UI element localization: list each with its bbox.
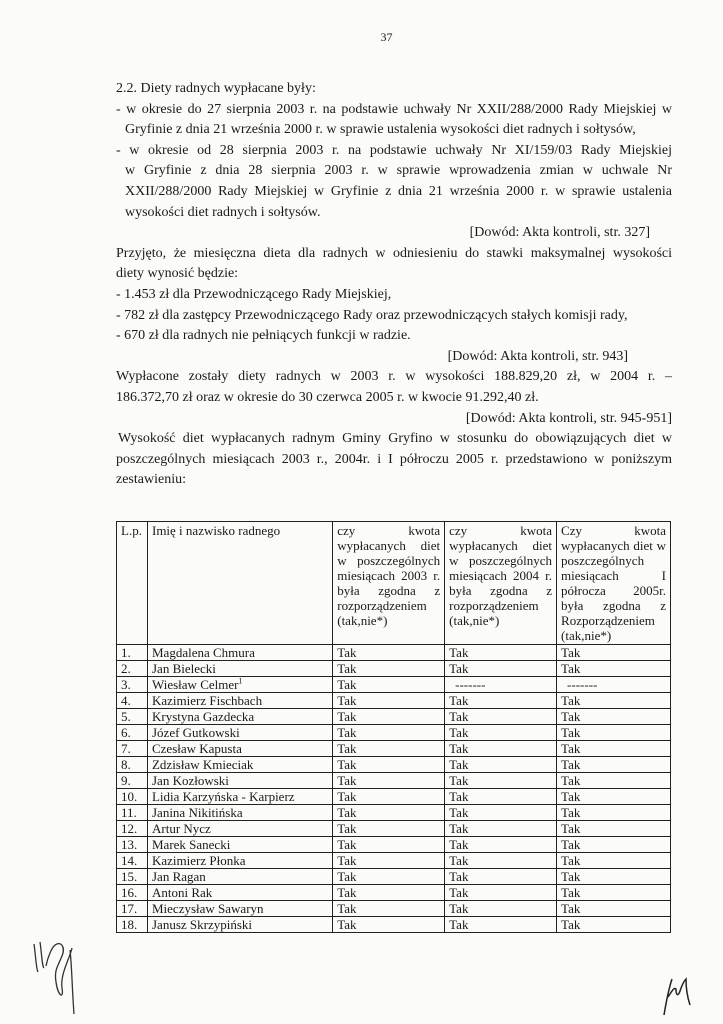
cell-2003-text: Tak	[337, 693, 357, 708]
cell-2003	[333, 741, 445, 757]
para-3-line-2: 186.372,70 zł oraz w okresie do 30 czerwca 2005 r. w kwocie 91.292,40 zł.	[116, 389, 539, 405]
cell-name-text: Jan Bielecki	[151, 661, 216, 676]
cell-2004	[445, 789, 557, 805]
cell-lp	[117, 757, 148, 773]
para-3-line-1: Wypłacone zostały diety radnych w 2003 r. w wysokości 188.829,20 zł, w 2004 r. –	[116, 369, 672, 385]
cell-2004-text: Tak	[449, 853, 469, 868]
cell-name	[147, 917, 332, 933]
cell-name-text: Wiesław Celmer	[151, 677, 239, 692]
cell-2003	[333, 869, 445, 885]
cell-2003	[333, 837, 445, 853]
cell-2003	[333, 901, 445, 917]
cell-2005-text: Tak	[561, 821, 581, 836]
cell-2004	[445, 693, 557, 709]
cell-2005	[557, 901, 671, 917]
cell-2003	[333, 805, 445, 821]
cell-2005	[557, 725, 671, 741]
table-row	[117, 725, 671, 741]
cell-2003-text: Tak	[337, 677, 357, 692]
cell-2003-text: Tak	[337, 837, 357, 852]
cell-2004-text: Tak	[449, 709, 469, 724]
cell-lp-text: 11.	[121, 805, 137, 820]
para-2-line-2: diety wynosić będzie:	[116, 266, 239, 282]
cell-name-text: Jan Ragan	[151, 869, 206, 884]
cell-2003	[333, 853, 445, 869]
cell-name-text: Magdalena Chmura	[151, 645, 255, 660]
evidence-327: [Dowód: Akta kontroli, str. 327]	[469, 225, 650, 241]
cell-name-text: Zdzisław Kmieciak	[151, 757, 254, 772]
cell-2003	[333, 789, 445, 805]
cell-lp-text: 1.	[121, 645, 131, 660]
cell-2003	[333, 709, 445, 725]
cell-2004	[445, 709, 557, 725]
cell-2005	[557, 757, 671, 773]
cell-2004-text: Tak	[449, 773, 469, 788]
cell-2005-text: Tak	[561, 709, 581, 724]
cell-2005	[557, 917, 671, 933]
cell-name	[147, 757, 332, 773]
header-2005: Czy kwota wypłacanych diet w poszczególnych miesiącach I półrocza 2005r. była zgodna z Rozporządzeniem (tak,nie*)	[557, 522, 671, 645]
table-row	[117, 805, 671, 821]
cell-2003	[333, 917, 445, 933]
cell-2004	[445, 805, 557, 821]
cell-2005	[557, 821, 671, 837]
cell-2005	[557, 773, 671, 789]
diets-compliance-table	[116, 521, 671, 933]
cell-2005-text: Tak	[561, 837, 581, 852]
bullet-2-line-1: - w okresie od 28 sierpnia 2003 r. na podstawie uchwały Nr XI/159/03 Rady Miejskiej	[116, 142, 672, 158]
cell-lp	[117, 725, 148, 741]
cell-name	[147, 661, 332, 677]
cell-name	[147, 885, 332, 901]
cell-2004-text: Tak	[449, 917, 469, 932]
cell-2005	[557, 645, 671, 661]
cell-name-text: Marek Sanecki	[151, 837, 231, 852]
cell-name	[147, 789, 332, 805]
table-row	[117, 885, 671, 901]
cell-2004	[445, 821, 557, 837]
table-row	[117, 901, 671, 917]
cell-name	[147, 709, 332, 725]
cell-lp-text: 7.	[121, 741, 131, 756]
para-4-line-1: Wysokość diet wypłacanych radnym Gminy Gryfino w stosunku do obowiązujących diet w	[118, 431, 672, 447]
cell-name-text: Lidia Karzyńska - Karpierz	[151, 789, 295, 804]
cell-lp-text: 18.	[121, 917, 138, 932]
cell-2005-text: Tak	[561, 853, 581, 868]
cell-name-text: Janusz Skrzypiński	[151, 917, 253, 932]
cell-lp-text: 4.	[121, 693, 131, 708]
cell-2003-text: Tak	[337, 661, 357, 676]
cell-2004	[445, 773, 557, 789]
cell-2005-text: Tak	[561, 869, 581, 884]
cell-2005	[557, 853, 671, 869]
cell-2005	[557, 693, 671, 709]
cell-lp-text: 12.	[121, 821, 138, 836]
cell-lp	[117, 693, 148, 709]
cell-lp-text: 17.	[121, 901, 138, 916]
cell-2005-text: Tak	[561, 789, 581, 804]
rate-chairman: - 1.453 zł dla Przewodniczącego Rady Miejskiej,	[116, 286, 392, 302]
cell-2003-text: Tak	[337, 853, 357, 868]
table-row	[117, 645, 671, 661]
cell-2005	[557, 677, 671, 693]
table-row	[117, 661, 671, 677]
cell-name	[147, 677, 332, 693]
table-row	[117, 741, 671, 757]
cell-2004	[445, 645, 557, 661]
cell-2003-text: Tak	[337, 901, 357, 916]
cell-2005-text: Tak	[561, 901, 581, 916]
evidence-943: [Dowód: Akta kontroli, str. 943]	[447, 348, 628, 364]
cell-2004-text: Tak	[449, 837, 469, 852]
cell-2003	[333, 645, 445, 661]
cell-name-text: Czesław Kapusta	[151, 741, 242, 756]
cell-2003	[333, 693, 445, 709]
cell-2004	[445, 741, 557, 757]
table-row	[117, 853, 671, 869]
footnote-marker: 1	[238, 676, 243, 686]
cell-2003	[333, 821, 445, 837]
cell-2004-text: Tak	[449, 821, 469, 836]
cell-lp	[117, 661, 148, 677]
cell-2005-text: Tak	[561, 645, 581, 660]
table-row	[117, 821, 671, 837]
para-2-line-1: Przyjęto, że miesięczna dieta dla radnych w odniesieniu do stawki maksymalnej wysokości	[116, 245, 672, 261]
table-row	[117, 677, 671, 693]
cell-2003-text: Tak	[337, 725, 357, 740]
cell-2004-text: Tak	[449, 661, 469, 676]
cell-lp	[117, 645, 148, 661]
bullet-1-line-1: - w okresie do 27 sierpnia 2003 r. na podstawie uchwały Nr XXII/288/2000 Rady Miejskiej w	[116, 101, 672, 117]
cell-2003	[333, 773, 445, 789]
table-header-row	[117, 522, 671, 645]
cell-2004-text: Tak	[449, 789, 469, 804]
cell-2004	[445, 837, 557, 853]
cell-2003-text: Tak	[337, 757, 357, 772]
cell-2005-text: Tak	[561, 885, 581, 900]
cell-lp-text: 9.	[121, 773, 131, 788]
cell-name-text: Mieczysław Sawaryn	[151, 901, 264, 916]
cell-lp	[117, 741, 148, 757]
header-name: Imię i nazwisko radnego	[147, 522, 332, 645]
cell-2003-text: Tak	[337, 709, 357, 724]
cell-2004-text: -------	[455, 677, 486, 692]
cell-2004-text: Tak	[449, 741, 469, 756]
signature-left-icon	[30, 938, 80, 1018]
cell-2005-text: Tak	[561, 661, 581, 676]
cell-name-text: Józef Gutkowski	[151, 725, 240, 740]
cell-2004-text: Tak	[449, 645, 469, 660]
cell-2004-text: Tak	[449, 805, 469, 820]
signature-right-icon	[660, 975, 696, 1017]
cell-2004-text: Tak	[449, 901, 469, 916]
cell-2004	[445, 917, 557, 933]
cell-lp-text: 10.	[121, 789, 138, 804]
cell-name-text: Janina Nikitińska	[151, 805, 243, 820]
cell-name-text: Artur Nycz	[151, 821, 211, 836]
cell-name	[147, 773, 332, 789]
cell-2004	[445, 885, 557, 901]
cell-2005-text: Tak	[561, 693, 581, 708]
cell-name	[147, 837, 332, 853]
cell-lp	[117, 869, 148, 885]
cell-name	[147, 805, 332, 821]
cell-2005-text: -------	[567, 677, 598, 692]
cell-2005	[557, 837, 671, 853]
cell-name-text: Kazimierz Fischbach	[151, 693, 263, 708]
cell-lp	[117, 805, 148, 821]
cell-2005-text: Tak	[561, 725, 581, 740]
cell-2003	[333, 725, 445, 741]
cell-lp	[117, 821, 148, 837]
cell-lp	[117, 709, 148, 725]
para-4-line-3: zestawieniu:	[116, 472, 186, 488]
cell-2005	[557, 741, 671, 757]
table-row	[117, 789, 671, 805]
page-number: 37	[380, 30, 393, 44]
bullet-2-line-3: XXII/288/2000 Rady Miejskiej w Gryfinie z dnia 21 września 2000 r. w sprawie ustalenia	[125, 183, 672, 199]
cell-2004-text: Tak	[449, 757, 469, 772]
evidence-945-951: [Dowód: Akta kontroli, str. 945-951]	[465, 410, 672, 426]
table-row	[117, 869, 671, 885]
cell-lp-text: 3.	[121, 677, 131, 692]
cell-2004-text: Tak	[449, 725, 469, 740]
cell-name-text: Antoni Rak	[151, 885, 213, 900]
cell-name	[147, 853, 332, 869]
table-row	[117, 837, 671, 853]
table-row	[117, 693, 671, 709]
table-row	[117, 917, 671, 933]
cell-lp	[117, 677, 148, 693]
cell-lp-text: 15.	[121, 869, 138, 884]
header-2003: czy kwota wypłacanych diet w poszczególnych miesiącach 2003 r. była zgodna z rozporządzeniem (tak,nie*)	[333, 522, 445, 645]
cell-lp	[117, 901, 148, 917]
cell-lp-text: 16.	[121, 885, 138, 900]
cell-lp-text: 13.	[121, 837, 138, 852]
cell-lp	[117, 853, 148, 869]
cell-2005	[557, 789, 671, 805]
cell-2005	[557, 869, 671, 885]
table-row	[117, 709, 671, 725]
cell-2003-text: Tak	[337, 805, 357, 820]
cell-2003-text: Tak	[337, 821, 357, 836]
cell-lp-text: 2.	[121, 661, 131, 676]
cell-2003-text: Tak	[337, 789, 357, 804]
cell-name	[147, 741, 332, 757]
cell-2004	[445, 725, 557, 741]
para-4-line-2: poszczególnych miesiącach 2003 r., 2004r. i I półroczu 2005 r. przedstawiono w poniższym	[116, 451, 672, 467]
cell-2003	[333, 661, 445, 677]
bullet-2-line-4: wysokości diet radnych i sołtysów.	[125, 204, 321, 220]
cell-name-text: Krystyna Gazdecka	[151, 709, 255, 724]
cell-2004	[445, 677, 557, 693]
cell-2003	[333, 677, 445, 693]
cell-name	[147, 693, 332, 709]
cell-2003-text: Tak	[337, 645, 357, 660]
cell-2004	[445, 661, 557, 677]
cell-lp	[117, 917, 148, 933]
cell-lp	[117, 789, 148, 805]
cell-2004	[445, 757, 557, 773]
cell-name	[147, 645, 332, 661]
cell-2003-text: Tak	[337, 773, 357, 788]
cell-lp-text: 8.	[121, 757, 131, 772]
cell-name	[147, 725, 332, 741]
cell-lp	[117, 837, 148, 853]
cell-2004	[445, 869, 557, 885]
cell-lp-text: 5.	[121, 709, 131, 724]
cell-2003	[333, 757, 445, 773]
table-row	[117, 773, 671, 789]
cell-lp	[117, 773, 148, 789]
cell-2004-text: Tak	[449, 885, 469, 900]
cell-2004	[445, 853, 557, 869]
cell-name	[147, 821, 332, 837]
cell-2003-text: Tak	[337, 869, 357, 884]
bullet-2-line-2: w Gryfinie z dnia 28 sierpnia 2003 r. w sprawie wprowadzenia zmian w uchwale Nr	[125, 163, 672, 179]
cell-name-text: Jan Kozłowski	[151, 773, 229, 788]
header-lp: L.p.	[117, 522, 148, 645]
cell-2005-text: Tak	[561, 773, 581, 788]
cell-2005	[557, 885, 671, 901]
cell-2005	[557, 805, 671, 821]
cell-2003	[333, 885, 445, 901]
header-2004: czy kwota wypłacanych diet w poszczególnych miesiącach 2004 r. była zgodna z rozporządzeniem (tak,nie*)	[445, 522, 557, 645]
cell-2004-text: Tak	[449, 869, 469, 884]
cell-2005	[557, 661, 671, 677]
cell-2005-text: Tak	[561, 741, 581, 756]
cell-lp	[117, 885, 148, 901]
bullet-1-line-2: Gryfinie z dnia 21 września 2000 r. w sprawie ustalenia wysokości diet radnych i sołtysów,	[125, 122, 636, 138]
cell-name	[147, 869, 332, 885]
table-body	[117, 645, 671, 933]
cell-2005	[557, 709, 671, 725]
cell-2005-text: Tak	[561, 805, 581, 820]
section-heading: 2.2. Diety radnych wypłacane były:	[116, 81, 316, 96]
cell-2005-text: Tak	[561, 917, 581, 932]
cell-2005-text: Tak	[561, 757, 581, 772]
cell-2004	[445, 901, 557, 917]
cell-2004-text: Tak	[449, 693, 469, 708]
table-row	[117, 757, 671, 773]
cell-2003-text: Tak	[337, 917, 357, 932]
rate-councillor: - 670 zł dla radnych nie pełniących funkcji w radzie.	[116, 328, 411, 344]
cell-lp-text: 14.	[121, 853, 138, 868]
rate-deputy: - 782 zł dla zastępcy Przewodniczącego Rady oraz przewodniczących stałych komisji rady,	[116, 307, 628, 323]
cell-lp-text: 6.	[121, 725, 131, 740]
cell-name	[147, 901, 332, 917]
cell-2003-text: Tak	[337, 885, 357, 900]
section-body	[116, 79, 672, 491]
cell-2003-text: Tak	[337, 741, 357, 756]
cell-name-text: Kazimierz Płonka	[151, 853, 246, 868]
